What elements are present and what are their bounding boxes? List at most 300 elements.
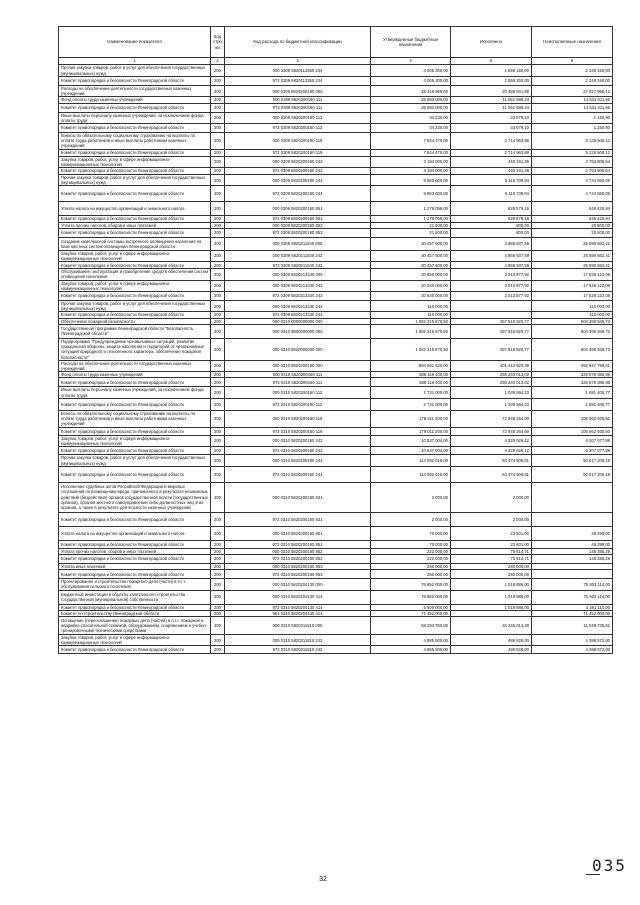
row-line-code: 200 <box>211 360 225 371</box>
row-budget-code: 000 0309 5820113350 244 <box>225 65 371 77</box>
row-unexecuted: 11 048 735,62 <box>532 616 613 634</box>
row-unexecuted: 4 398 572,00 <box>532 634 613 645</box>
row-approved: 3 194 000,00 <box>371 156 451 167</box>
row-budget-code: 972 0310 5820200160 852 <box>225 554 371 563</box>
row-indicator-name: Комитет правопорядка и безопасности Ленинградской области <box>59 604 211 610</box>
row-budget-code: 000 0310 5820200160 851 <box>225 526 371 540</box>
table-row <box>59 616 613 634</box>
row-line-code: 200 <box>211 590 225 604</box>
row-budget-code: 972 0309 5820200160 119 <box>225 149 371 156</box>
row-executed: 1 656 150,00 <box>451 77 532 86</box>
table-row <box>59 482 613 512</box>
row-approved: 114 092 016,00 <box>371 455 451 466</box>
row-unexecuted: 105 062 935,50 <box>532 410 613 427</box>
row-approved: 110 000,00 <box>371 312 451 318</box>
row-budget-code: 000 0309 5820200160 111 <box>225 97 371 103</box>
row-approved: 20 540 000,00 <box>371 292 451 301</box>
row-budget-code: 972 0309 5820213340 242 <box>225 292 371 301</box>
sheet-stamp-number: 035 <box>592 856 627 875</box>
row-executed: 63 474 806,81 <box>451 466 532 482</box>
row-indicator-name: Комитет правопорядка и безопасности Ленинградской области <box>59 103 211 112</box>
row-indicator-name: Взносы по обязательному социальному страхованию на выплаты по оплате труда работников и иные выплаты работникам казенных учреждений <box>59 410 211 427</box>
row-unexecuted: 4 744 860,06 <box>532 186 613 202</box>
row-approved: 4 005 300,00 <box>371 65 451 77</box>
table-row <box>59 292 613 301</box>
table-row <box>59 324 613 338</box>
table-row <box>59 156 613 167</box>
row-executed: 401 413 820,39 <box>451 360 532 371</box>
row-line-code: 200 <box>211 156 225 167</box>
row-unexecuted <box>532 482 613 512</box>
row-indicator-name: Бюджетные инвестиции в объекты капитального строительства государственной (муниципальной) собственности <box>59 590 211 604</box>
header-line-code: Код стро ки <box>211 27 225 58</box>
row-budget-code: 000 0310 5820200160 111 <box>225 372 371 378</box>
row-budget-code: 000 0310 5820200160 831 <box>225 482 371 512</box>
header-budget-code: Код расхода по бюджетной классификации <box>225 27 371 58</box>
row-line-code: 200 <box>211 262 225 269</box>
table-row <box>59 579 613 590</box>
row-executed: 259 240 013,02 <box>451 372 532 378</box>
row-indicator-name: Уплата налога на имущество организаций и земельного налога <box>59 202 211 216</box>
row-unexecuted: 1 150,90 <box>532 112 613 123</box>
row-budget-code: 972 0309 5820200160 242 <box>225 168 371 175</box>
row-indicator-name: Уплата прочих налогов, сборов и иных платежей <box>59 222 211 228</box>
row-executed: 259 240 013,02 <box>451 378 532 387</box>
row-indicator-name: Комитет правопорядка и безопасности Ленинградской области <box>59 262 211 269</box>
row-line-code: 200 <box>211 280 225 291</box>
row-indicator-name: Исполнение судебных актов Российской Федерации и мировых соглашений по возмещению вреда, причиненного в результате незаконных действий (бездействия) органов государственной власти (государственных органов), органов местного самоуправления либо должностных лиц этих органов, а также в результате деятельности казенных учреждений <box>59 482 211 512</box>
table-row <box>59 466 613 482</box>
row-budget-code: 972 0309 5820200160 112 <box>225 124 371 133</box>
row-approved: 76 952 000,00 <box>371 579 451 590</box>
row-unexecuted: 1 150,90 <box>532 124 613 133</box>
row-line-code: 200 <box>211 398 225 410</box>
row-budget-code: 000 0309 5820200160 242 <box>225 156 371 167</box>
table-row <box>59 447 613 455</box>
row-line-code: 200 <box>211 149 225 156</box>
row-line-code: 200 <box>211 65 225 77</box>
row-indicator-name: Расходы на обеспечение деятельности государственных казенных учреждений <box>59 86 211 97</box>
row-budget-code: 972 0310 5820200160 831 <box>225 512 371 526</box>
row-line-code: 200 <box>211 312 225 318</box>
row-unexecuted <box>532 512 613 526</box>
table-row <box>59 228 613 237</box>
row-executed: 800,00 <box>451 228 532 237</box>
row-indicator-name: Иные выплаты персоналу казенных учреждений, за исключением фонда оплаты труда <box>59 112 211 123</box>
row-indicator-name: Комитет правопорядка и безопасности Ленинградской области <box>59 312 211 318</box>
row-executed: 440 191,36 <box>451 168 532 175</box>
table-row <box>59 387 613 398</box>
row-line-code: 200 <box>211 324 225 338</box>
row-indicator-name: Комитет правопорядка и безопасности Ленинградской области <box>59 77 211 86</box>
row-line-code: 200 <box>211 112 225 123</box>
row-approved: 178 211 200,00 <box>371 410 451 427</box>
row-executed: 3 013 877,92 <box>451 292 532 301</box>
table-header-row <box>59 27 613 58</box>
row-budget-code: 000 0309 5820200160 852 <box>225 222 371 228</box>
row-budget-code: 000 0309 5820211540 242 <box>225 250 371 261</box>
column-index: 6 <box>532 58 613 65</box>
row-unexecuted: 25 590 662,41 <box>532 262 613 269</box>
row-unexecuted: 14 531 411,56 <box>532 103 613 112</box>
row-approved: 280 000,00 <box>371 563 451 569</box>
row-executed: 72 948 264,60 <box>451 427 532 435</box>
table-row <box>59 512 613 526</box>
row-budget-code: 972 0310 5820311810 242 <box>225 646 371 654</box>
row-approved: 1 062 315 870,50 <box>371 324 451 338</box>
row-budget-code: 000 0310 5820200160 000 <box>225 360 371 371</box>
table-row <box>59 133 613 150</box>
row-budget-code: 000 0310 5800000000 000 <box>225 324 371 338</box>
row-indicator-name: Комитет правопорядка и безопасности Ленинградской области <box>59 168 211 175</box>
row-budget-code: 972 0309 5820200160 111 <box>225 103 371 112</box>
row-indicator-name: Комитет правопорядка и безопасности Ленинградской области <box>59 149 211 156</box>
row-executed: 1 018 886,00 <box>451 590 532 604</box>
row-unexecuted: 146 385,29 <box>532 548 613 554</box>
row-approved: 2 731 000,00 <box>371 398 451 410</box>
table-row <box>59 86 613 97</box>
row-unexecuted: 25 590 662,41 <box>532 237 613 250</box>
row-executed: 33 079,10 <box>451 112 532 123</box>
row-line-code: 200 <box>211 216 225 222</box>
row-unexecuted: 1 691 405,77 <box>532 398 613 410</box>
row-indicator-name: Комитет правопорядка и безопасности Ленинградской области <box>59 646 211 654</box>
row-budget-code: 972 0310 5820200160 242 <box>225 447 371 455</box>
row-unexecuted: 17 526 122,08 <box>532 292 613 301</box>
row-unexecuted: 105 062 935,50 <box>532 427 613 435</box>
row-approved: 1 276 059,00 <box>371 216 451 222</box>
row-approved: 3 194 000,00 <box>371 168 451 175</box>
row-budget-code: 972 0309 5820200160 852 <box>225 228 371 237</box>
row-line-code: 200 <box>211 338 225 360</box>
row-line-code: 200 <box>211 646 225 654</box>
row-executed: 800,00 <box>451 222 532 228</box>
row-budget-code: 000 0310 5820200160 244 <box>225 455 371 466</box>
row-unexecuted: 328 878 386,98 <box>532 378 613 387</box>
row-indicator-name: Создание комплексной системы экстренного оповещения населения на базе местных систем оповещения Ленинградской области <box>59 237 211 250</box>
header-unexecuted: Неисполненные назначения <box>532 27 613 58</box>
table-row <box>59 398 613 410</box>
row-indicator-name: Комитет правопорядка и безопасности Ленинградской области <box>59 570 211 579</box>
row-executed: 2 000,00 <box>451 482 532 512</box>
table-row <box>59 590 613 604</box>
row-executed: 72 948 264,60 <box>451 410 532 427</box>
table-row <box>59 435 613 446</box>
row-approved: 5 500 000,00 <box>371 604 451 610</box>
row-line-code: 200 <box>211 512 225 526</box>
row-indicator-name: Расходы на обеспечение деятельности государственных казенных учреждений <box>59 360 211 371</box>
table-row <box>59 378 613 387</box>
row-indicator-name: Государственная программа Ленинградской области "Безопасность Ленинградской области" <box>59 324 211 338</box>
row-budget-code: 000 0310 5820311810 000 <box>225 616 371 634</box>
row-approved: 110 000,00 <box>371 301 451 312</box>
row-unexecuted: 6 207 077,88 <box>532 447 613 455</box>
row-approved: 34 230,00 <box>371 112 451 123</box>
row-unexecuted: 2 349 150,00 <box>532 77 613 86</box>
row-indicator-name: Комитет правопорядка и безопасности Ленинградской области <box>59 378 211 387</box>
row-unexecuted: 492 647 799,61 <box>532 360 613 371</box>
row-line-code: 200 <box>211 610 225 616</box>
row-unexecuted: 646 420,84 <box>532 202 613 216</box>
header-executed: Исполнено <box>451 27 532 58</box>
row-unexecuted: 2 753 808,64 <box>532 156 613 167</box>
row-budget-code: 972 0310 5820200160 853 <box>225 570 371 579</box>
row-line-code: 200 <box>211 570 225 579</box>
row-indicator-name: Прочая закупка товаров, работ и услуг для обеспечения государственных (муниципальных) нужд <box>59 175 211 186</box>
row-approved: 4 885 500,00 <box>371 646 451 654</box>
row-unexecuted: 5 129 506,12 <box>532 133 613 150</box>
row-indicator-name: Комитет правопорядка и безопасности Ленинградской области <box>59 216 211 222</box>
row-approved: 48 316 959,00 <box>371 86 451 97</box>
header-indicator-name: Наименование показателя <box>59 27 211 58</box>
row-executed: 2 714 963,88 <box>451 149 532 156</box>
row-executed: 280 000,00 <box>451 563 532 569</box>
row-executed: 34 246 014,38 <box>451 616 532 634</box>
row-unexecuted: 1 691 405,77 <box>532 387 613 398</box>
row-unexecuted: 4 744 860,06 <box>532 175 613 186</box>
row-unexecuted: 146 385,29 <box>532 554 613 563</box>
table-row <box>59 103 613 112</box>
row-executed: 440 191,36 <box>451 156 532 167</box>
table-row <box>59 237 613 250</box>
row-budget-code: 000 0310 5820204130 000 <box>225 579 371 590</box>
row-approved: 4 005 300,00 <box>371 77 451 86</box>
row-line-code: 200 <box>211 526 225 540</box>
row-line-code: 200 <box>211 482 225 512</box>
row-executed: 4 866 937,59 <box>451 237 532 250</box>
row-indicator-name: Закупка товаров, работ, услуг в сфере информационно-коммуникационных технологий <box>59 435 211 446</box>
row-indicator-name: Комитет по строительству Ленинградской области <box>59 610 211 616</box>
row-indicator-name: Взносы по обязательному социальному страхованию на выплаты по оплате труда работников и иные выплаты работникам казенных учреждений <box>59 133 211 150</box>
row-line-code: 200 <box>211 77 225 86</box>
row-unexecuted: 110 000,00 <box>532 301 613 312</box>
table-row <box>59 410 613 427</box>
row-executed: 75 614,71 <box>451 554 532 563</box>
row-approved: 21 600,00 <box>371 222 451 228</box>
row-line-code: 200 <box>211 175 225 186</box>
row-budget-code: 000 0309 5820200160 851 <box>225 202 371 216</box>
row-line-code: 200 <box>211 427 225 435</box>
table-row <box>59 124 613 133</box>
row-approved: 26 083 000,00 <box>371 97 451 103</box>
row-executed: 63 474 806,81 <box>451 455 532 466</box>
row-approved: 26 083 000,00 <box>371 103 451 112</box>
row-executed: 4 329 926,12 <box>451 447 532 455</box>
row-unexecuted: 75 933 114,00 <box>532 579 613 590</box>
row-approved: 588 118 400,00 <box>371 372 451 378</box>
row-line-code: 200 <box>211 435 225 446</box>
row-indicator-name: Фонд оплаты труда казенных учреждений <box>59 97 211 103</box>
row-line-code: 200 <box>211 554 225 563</box>
row-budget-code: 000 0309 5820200160 000 <box>225 86 371 97</box>
table-row <box>59 301 613 312</box>
row-budget-code: 000 0310 5820200160 853 <box>225 563 371 569</box>
row-budget-code: 972 0310 5820200160 119 <box>225 427 371 435</box>
row-budget-code: 000 0309 5820213340 242 <box>225 280 371 291</box>
row-approved: 2 000,00 <box>371 512 451 526</box>
row-line-code: 200 <box>211 466 225 482</box>
row-unexecuted: 604 396 949,73 <box>532 324 613 338</box>
row-executed: 11 551 588,44 <box>451 97 532 103</box>
column-index: 3 <box>225 58 371 65</box>
row-unexecuted <box>532 570 613 579</box>
row-executed: 1 018 886,00 <box>451 604 532 610</box>
row-unexecuted: 604 396 949,73 <box>532 318 613 324</box>
row-line-code: 200 <box>211 410 225 427</box>
row-unexecuted: 328 878 386,98 <box>532 372 613 378</box>
row-line-code: 200 <box>211 447 225 455</box>
row-approved: 9 863 600,00 <box>371 175 451 186</box>
row-line-code: 200 <box>211 548 225 554</box>
row-approved: 30 457 600,00 <box>371 262 451 269</box>
row-approved: 222 000,00 <box>371 548 451 554</box>
row-unexecuted: 5 129 506,12 <box>532 149 613 156</box>
row-indicator-name: Прочая закупка товаров, работ и услуг для обеспечения государственных (муниципальных) нужд <box>59 455 211 466</box>
row-budget-code: 972 0309 5820213340 244 <box>225 312 371 318</box>
row-line-code: 200 <box>211 133 225 150</box>
row-indicator-name: Комитет правопорядка и безопасности Ленинградской области <box>59 512 211 526</box>
row-unexecuted: 46 399,00 <box>532 540 613 548</box>
row-executed: 3 013 877,92 <box>451 280 532 291</box>
row-indicator-name: Уплата иных платежей <box>59 563 211 569</box>
row-budget-code: 972 0309 5820200160 851 <box>225 216 371 222</box>
stamp-underline <box>586 874 600 875</box>
row-approved: 20 540 000,00 <box>371 280 451 291</box>
row-budget-code: 000 0310 5820200160 112 <box>225 387 371 398</box>
row-budget-code: 000 0309 5820211540 000 <box>225 237 371 250</box>
row-unexecuted: 4 481 114,00 <box>532 604 613 610</box>
row-budget-code: 972 0310 5820200160 111 <box>225 378 371 387</box>
row-indicator-name: Комитет правопорядка и безопасности Ленинградской области <box>59 466 211 482</box>
row-unexecuted: 2 349 150,00 <box>532 65 613 77</box>
table-row <box>59 540 613 548</box>
column-index: 2 <box>211 58 225 65</box>
row-executed: 75 614,71 <box>451 548 532 554</box>
row-approved: 178 011 200,00 <box>371 427 451 435</box>
row-unexecuted: 14 531 411,56 <box>532 97 613 103</box>
row-line-code: 200 <box>211 616 225 634</box>
row-approved: 58 294 750,00 <box>371 616 451 634</box>
row-indicator-name: Проектирование и строительство пожарного депо (части) в п.г.т. обслуживания сельского поселения <box>59 579 211 590</box>
row-approved: 10 537 004,00 <box>371 435 451 446</box>
row-budget-code: 972 0310 5820204130 414 <box>225 604 371 610</box>
row-indicator-name: Комитет правопорядка и безопасности Ленинградской области <box>59 398 211 410</box>
row-approved: 1 276 059,00 <box>371 202 451 216</box>
table-row <box>59 175 613 186</box>
table-row <box>59 250 613 261</box>
row-unexecuted: 75 933 114,00 <box>532 590 613 604</box>
row-line-code: 200 <box>211 186 225 202</box>
row-indicator-name: Уплата налога на имущество организаций и земельного налога <box>59 526 211 540</box>
column-index-row <box>59 58 613 65</box>
row-unexecuted: 20 800,00 <box>532 228 613 237</box>
row-line-code: 200 <box>211 604 225 610</box>
row-budget-code: 972 0310 5820200160 112 <box>225 398 371 410</box>
row-approved: 20 850 000,00 <box>371 269 451 280</box>
row-executed: 457 918 920,77 <box>451 324 532 338</box>
row-unexecuted: 4 398 572,00 <box>532 646 613 654</box>
row-indicator-name: Закупка товаров, работ, услуг в сфере информационно-коммуникационных технологий <box>59 280 211 291</box>
row-executed: 1 039 594,23 <box>451 387 532 398</box>
row-indicator-name: Комитет правопорядка и безопасности Ленинградской области <box>59 186 211 202</box>
budget-execution-table <box>58 26 613 654</box>
table-row <box>59 338 613 360</box>
row-unexecuted: 50 617 209,19 <box>532 466 613 482</box>
row-indicator-name: Обеспечение пожарной безопасности <box>59 318 211 324</box>
row-indicator-name: Комитет правопорядка и безопасности Ленинградской области <box>59 540 211 548</box>
row-line-code: 200 <box>211 222 225 228</box>
row-approved: 30 457 600,00 <box>371 237 451 250</box>
table-row <box>59 455 613 466</box>
table-row <box>59 186 613 202</box>
row-executed: 3 013 877,92 <box>451 269 532 280</box>
row-budget-code: 000 0310 0000000000 000 <box>225 318 371 324</box>
row-approved: 10 537 004,00 <box>371 447 451 455</box>
row-unexecuted: 17 836 122,08 <box>532 269 613 280</box>
row-approved: 70 000,00 <box>371 540 451 548</box>
column-index: 1 <box>59 58 211 65</box>
row-approved: 34 230,00 <box>371 124 451 133</box>
row-executed: 2 000,00 <box>451 512 532 526</box>
row-executed: 5 118 739,94 <box>451 186 532 202</box>
row-approved: 1 062 315 870,50 <box>371 318 451 324</box>
row-unexecuted: 17 526 122,08 <box>532 280 613 291</box>
report-sheet <box>58 26 612 654</box>
row-budget-code: 972 0310 5820200160 851 <box>225 540 371 548</box>
row-indicator-name: Прочая закупка товаров, работ и услуг для обеспечения государственных (муниципальных) нужд <box>59 65 211 77</box>
table-row <box>59 269 613 280</box>
row-unexecuted: 27 827 958,12 <box>532 86 613 97</box>
row-approved: 222 000,00 <box>371 554 451 563</box>
row-executed: 2 714 963,88 <box>451 133 532 150</box>
table-row <box>59 634 613 645</box>
row-line-code: 200 <box>211 292 225 301</box>
row-line-code: 200 <box>211 269 225 280</box>
row-executed: 20 489 941,88 <box>451 86 532 97</box>
row-executed: 33 079,10 <box>451 124 532 133</box>
row-budget-code: 972 0309 5820113350 244 <box>225 77 371 86</box>
row-line-code: 200 <box>211 86 225 97</box>
row-approved: 70 000,00 <box>371 526 451 540</box>
table-body <box>59 65 613 654</box>
row-indicator-name: Комитет правопорядка и безопасности Ленинградской области <box>59 124 211 133</box>
row-budget-code: 000 0310 5820200160 852 <box>225 548 371 554</box>
row-line-code: 200 <box>211 563 225 569</box>
table-row <box>59 570 613 579</box>
row-indicator-name: Комитет правопорядка и безопасности Ленинградской области <box>59 292 211 301</box>
row-approved: 894 061 620,00 <box>371 360 451 371</box>
row-approved: 7 844 470,00 <box>371 133 451 150</box>
row-unexecuted: 25 590 662,41 <box>532 250 613 261</box>
row-budget-code: 000 0310 5820200160 242 <box>225 435 371 446</box>
row-line-code: 200 <box>211 318 225 324</box>
column-index: 4 <box>371 58 451 65</box>
row-line-code: 200 <box>211 250 225 261</box>
table-row <box>59 65 613 77</box>
row-budget-code: 000 0310 5820200160 119 <box>225 410 371 427</box>
row-indicator-name: Прочая закупка товаров, работ и услуг для обеспечения государственных (муниципальных) нужд <box>59 301 211 312</box>
row-approved: 280 000,00 <box>371 570 451 579</box>
row-line-code: 200 <box>211 168 225 175</box>
row-approved: 1 062 315 870,50 <box>371 338 451 360</box>
row-approved: 7 844 470,00 <box>371 149 451 156</box>
row-executed: 280 000,00 <box>451 570 532 579</box>
row-executed: 629 579,16 <box>451 202 532 216</box>
row-executed: 4 866 937,59 <box>451 262 532 269</box>
row-executed: 1 656 150,00 <box>451 65 532 77</box>
row-executed: 5 118 739,94 <box>451 175 532 186</box>
row-executed: 4 866 937,59 <box>451 250 532 261</box>
